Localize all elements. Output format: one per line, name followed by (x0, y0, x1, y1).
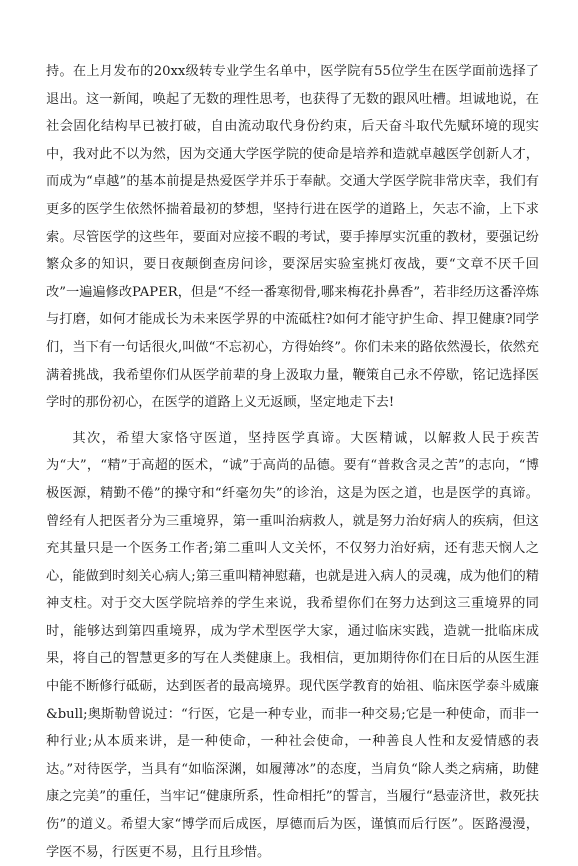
paragraph-1: 持。在上月发布的20xx级转专业学生名单中，医学院有55位学生在医学面前选择了退出。这一新闻，唤起了无数的理性思考，也获得了无数的跟风吐槽。坦诚地说，在社会固化结构早已被打破，自由流动取代身份约束，后天奋斗取代先赋环境的现实中，我对此不以为然，因为交通大学医学院的使命是培养和造就卓越医学创新人才，而成为“卓越”的基本前提是热爱医学并乐于奉献。交通大学医学院非常庆幸，我们有更多的医学生依然怀揣着最初的梦想，坚持行进在医学的道路上，矢志不渝，上下求索。尽管医学的这些年，要面对应接不暇的考试，要手捧厚实沉重的教材，要强记纷繁众多的知识，要日夜颠倒查房问诊，要深居实验室挑灯夜战，要“文章不厌千回改”一遍遍修改PAPER，但是“不经一番寒彻骨,哪来梅花扑鼻香”，若非经历这番淬炼与打磨，如何才能成长为未来医学界的中流砥柱?如何才能守护生命、捍卫健康?同学们，当下有一句话很火,叫做“不忘初心，方得始终”。你们未来的路依然漫长，依然充满着挑战，我希望你们从医学前辈的身上汲取力量，鞭策自己永不停歇，铭记选择医学时的那份初心，在医学的道路上义无返顾，坚定地走下去! (46, 64, 539, 411)
document-body (46, 58, 539, 866)
paragraph-2: 其次，希望大家恪守医道，坚持医学真谛。大医精诚，以解救人民于疾苦为“大”，“精”于高超的医术，“诚”于高尚的品德。要有“普救含灵之苦”的志向，“博极医源，精勤不倦”的操守和“纤毫勿失”的诊治，这是为医之道，也是医学的真谛。曾经有人把医者分为三重境界，第一重叫治病救人，就是努力治好病人的疾病，但这充其量只是一个医务工作者;第二重叫人文关怀，不仅努力治好病，还有悲天悯人之心，能做到时刻关心病人;第三重叫精神慰藉，也就是进入病人的灵魂，成为他们的精神支柱。对于交大医学院培养的学生来说，我希望你们在努力达到这三重境界的同时，能够达到第四重境界，成为学术型医学大家，通过临床实践，造就一批临床成果，将自己的智慧更多的写在人类健康上。我相信，更加期待你们在日后的从医生涯中能不断修行砥砺，达到医者的最高境界。现代医学教育的始祖、临床医学泰斗威廉&bull;奥斯勒曾说过：“行医，它是一种专业，而非一种交易;它是一种使命，而非一种行业;从本质来讲，是一种使命，一种社会使命，一种善良人性和友爱情感的表达。”对待医学，当具有“如临深渊，如履薄冰”的态度，当肩负“除人类之病痛，助健康之完美”的重任，当牢记“健康所系，性命相托”的誓言，当履行“悬壶济世，救死扶伤”的道义。希望大家“博学而后成医，厚德而后为医，谨慎而后行医”。医路漫漫，学医不易，行医更不易，且行且珍惜。 (46, 430, 539, 860)
